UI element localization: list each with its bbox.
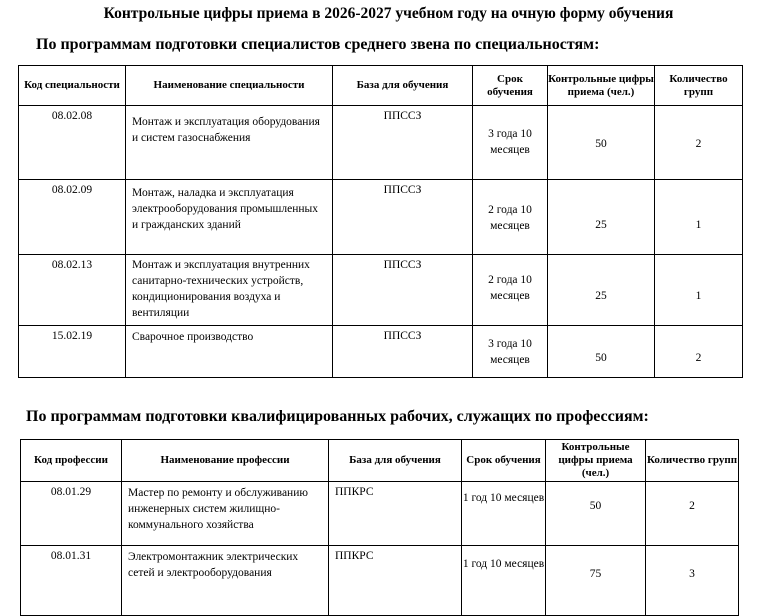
table-row [19, 106, 743, 180]
term-cell: 3 года 10 месяцев [473, 106, 548, 180]
groups-cell: 3 [646, 546, 739, 616]
header-base: База для обучения [329, 440, 462, 482]
table-header-row [21, 440, 739, 482]
term-cell: 3 года 10 месяцев [473, 326, 548, 378]
header-groups: Количество групп [655, 66, 743, 106]
table-row [21, 482, 739, 546]
name-cell: Монтаж, наладка и эксплуатация электрооборудования промышленных и гражданских зданий [126, 180, 333, 255]
header-term: Срок обучения [462, 440, 546, 482]
professions-table [20, 439, 739, 616]
code-cell: 08.02.09 [19, 180, 126, 255]
header-term: Срок обучения [473, 66, 548, 106]
groups-cell: 2 [646, 482, 739, 546]
code-cell: 15.02.19 [19, 326, 126, 378]
groups-cell: 1 [655, 255, 743, 326]
table-row [19, 255, 743, 326]
specialties-table [18, 65, 743, 378]
term-cell: 2 года 10 месяцев [473, 180, 548, 255]
name-cell: Монтаж и эксплуатация оборудования и систем газоснабжения [126, 106, 333, 180]
base-cell: ППССЗ [333, 326, 473, 378]
base-cell: ППССЗ [333, 106, 473, 180]
table-header-row [19, 66, 743, 106]
base-cell: ППКРС [329, 546, 462, 616]
name-cell: Электромонтажник электрических сетей и электрооборудования [122, 546, 329, 616]
header-code: Код профессии [21, 440, 122, 482]
name-cell: Мастер по ремонту и обслуживанию инженерных систем жилищно-коммунального хозяйства [122, 482, 329, 546]
quota-cell: 50 [546, 482, 646, 546]
term-cell: 2 года 10 месяцев [473, 255, 548, 326]
table-row [19, 180, 743, 255]
header-name: Наименование специальности [126, 66, 333, 106]
name-cell: Сварочное производство [126, 326, 333, 378]
code-cell: 08.01.31 [21, 546, 122, 616]
quota-cell: 25 [548, 180, 655, 255]
code-cell: 08.01.29 [21, 482, 122, 546]
quota-cell: 50 [548, 106, 655, 180]
groups-cell: 2 [655, 326, 743, 378]
page-title: Контрольные цифры приема в 2026-2027 учебном году на очную форму обучения [103, 5, 674, 22]
header-groups: Количество групп [646, 440, 739, 482]
groups-cell: 2 [655, 106, 743, 180]
header-name: Наименование профессии [122, 440, 329, 482]
base-cell: ППССЗ [333, 180, 473, 255]
groups-cell: 1 [655, 180, 743, 255]
header-quota: Контрольные цифры приема (чел.) [546, 440, 646, 482]
table-row [19, 326, 743, 378]
section2-heading: По программам подготовки квалифицированных рабочих, служащих по профессиям: [26, 408, 649, 425]
quota-cell: 75 [546, 546, 646, 616]
term-cell: 1 год 10 месяцев [462, 482, 546, 546]
term-cell: 1 год 10 месяцев [462, 546, 546, 616]
quota-cell: 25 [548, 255, 655, 326]
table-row [21, 546, 739, 616]
section1-heading: По программам подготовки специалистов среднего звена по специальностям: [36, 36, 600, 53]
base-cell: ППССЗ [333, 255, 473, 326]
header-code: Код специальности [19, 66, 126, 106]
header-quota: Контрольные цифры приема (чел.) [548, 66, 655, 106]
header-base: База для обучения [333, 66, 473, 106]
name-cell: Монтаж и эксплуатация внутренних санитарно-технических устройств, кондиционирования воздуха и вентиляции [126, 255, 333, 326]
base-cell: ППКРС [329, 482, 462, 546]
code-cell: 08.02.08 [19, 106, 126, 180]
code-cell: 08.02.13 [19, 255, 126, 326]
quota-cell: 50 [548, 326, 655, 378]
